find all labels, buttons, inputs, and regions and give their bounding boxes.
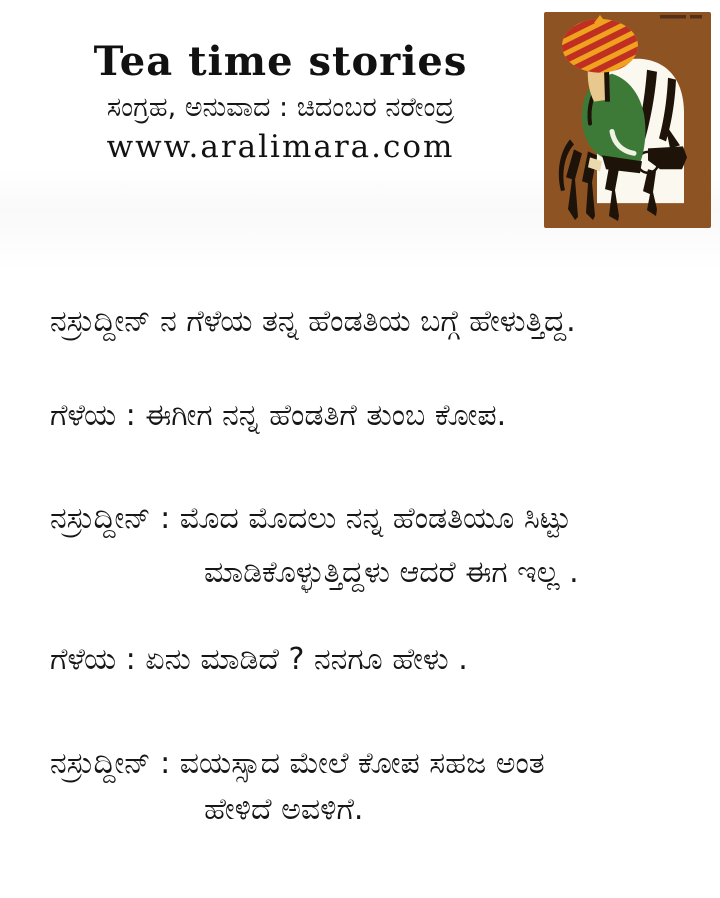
website-url: www.aralimara.com xyxy=(106,129,455,165)
story-line-1: ನಸ್ರುದ್ದೀನ್ ನ ಗೆಳೆಯ ತನ್ನ ಹೆಂಡತಿಯ ಬಗ್ಗೆ ಹೇಳುತ್ತಿದ್ದ. xyxy=(50,304,576,339)
story-line-5-continuation: ಹೇಳಿದೆ ಅವಳಿಗೆ. xyxy=(204,792,364,827)
nasruddin-donkey-illustration xyxy=(544,12,711,228)
story-line-4: ಗೆಳೆಯ : ಏನು ಮಾಡಿದೆ ? ನನಗೂ ಹೇಳು . xyxy=(50,642,468,677)
story-line-2: ಗೆಳೆಯ : ಈಗೀಗ ನನ್ನ ಹೆಂಡತಿಗೆ ತುಂಬ ಕೋಪ. xyxy=(50,398,507,433)
story-line-3-continuation: ಮಾಡಿಕೊಳ್ಳುತ್ತಿದ್ದಳು ಆದರೆ ಈಗ ಇಲ್ಲ . xyxy=(204,555,579,590)
byline-kannada: ಸಂಗ್ರಹ, ಅನುವಾದ : ಚಿದಂಬರ ನರೇಂದ್ರ xyxy=(106,92,455,123)
story-line-3: ನಸ್ರುದ್ದೀನ್ : ಮೊದ ಮೊದಲು ನನ್ನ ಹೆಂಡತಿಯೂ ಸಿಟ್ಟು xyxy=(50,501,572,536)
header xyxy=(8,40,553,166)
story-line-5: ನಸ್ರುದ್ದೀನ್ : ವಯಸ್ಸಾದ ಮೇಲೆ ಕೋಪ ಸಹಜ ಅಂತ xyxy=(50,746,545,781)
page-title: Tea time stories xyxy=(93,38,468,85)
nasruddin-donkey-art xyxy=(544,12,711,228)
